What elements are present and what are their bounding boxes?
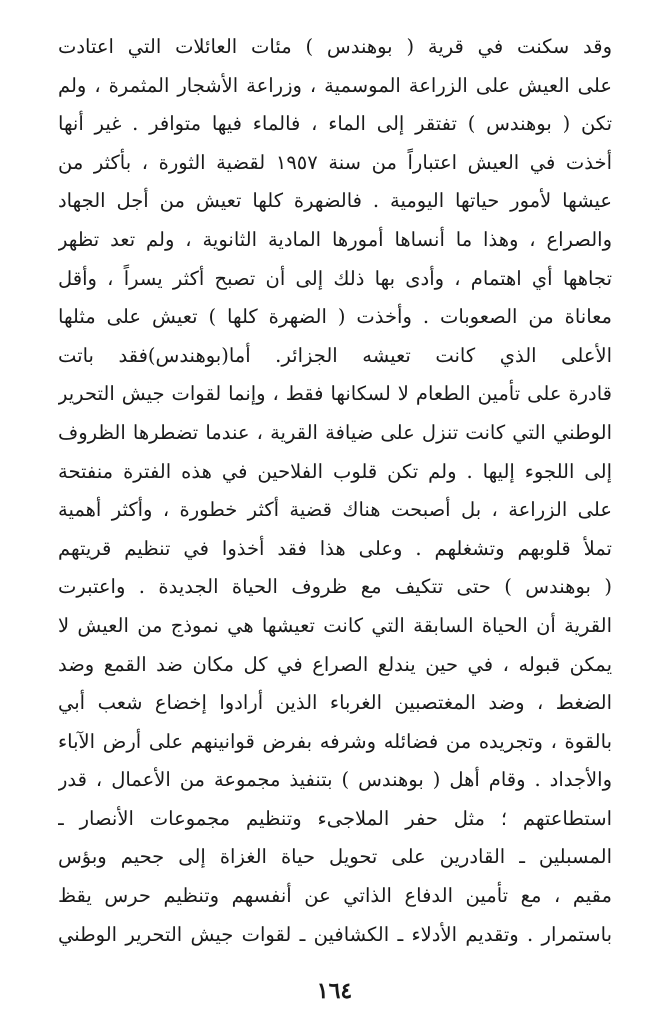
text-line: أخذت في العيش اعتباراً من سنة ١٩٥٧ لقضية الثورة ، بأكثر من (58, 150, 612, 174)
text-line: تكن ( بوهندس ) تفتقر إلى الماء ، فالماء فيها متوافر . غير أنها (58, 112, 612, 136)
body-text (58, 28, 612, 954)
text-line: باستمرار . وتقديم الأدلاء ـ الكشافين ـ لقوات جيش التحرير الوطني (58, 922, 612, 946)
text-line: استطاعتهم ؛ مثل حفر الملاجىء وتنظيم مجموعات الأنصار ـ (58, 806, 612, 830)
text-line: يمكن قبوله ، في حين يندلع الصراع في كل مكان ضد القمع وضد (58, 652, 612, 676)
text-line: المسبلين ـ القادرين على تحويل حياة الغزاة إلى جحيم وبؤس (58, 845, 612, 869)
text-line: على الزراعة ، بل أصبحت هناك قضية أكثر خطورة ، وأكثر أهمية (58, 498, 612, 522)
text-line: الضغط ، وضد المغتصبين الغرباء الذين أرادوا إخضاع شعب أبي (58, 691, 612, 715)
text-line: ( بوهندس ) حتى تتكيف مع ظروف الحياة الجديدة . واعتبرت (58, 575, 612, 599)
text-line: إلى اللجوء إليها . ولم تكن قلوب الفلاحين في هذه الفترة منفتحة (58, 459, 612, 483)
text-line: عيشها لأمور حياتها اليومية . فالضهرة كلها تعيش من أجل الجهاد (58, 189, 612, 213)
text-line: الأعلى الذي كانت تعيشه الجزائر. أما(بوهندس)فقد باتت (58, 343, 612, 367)
text-line: على العيش على الزراعة الموسمية ، وزراعة الأشجار المثمرة ، ولم (58, 73, 612, 97)
text-line: وقد سكنت في قرية ( بوهندس ) مئات العائلات التي اعتادت (58, 35, 612, 58)
text-line: مقيم ، مع تأمين الدفاع الذاتي عن أنفسهم وتنظيم حرس يقظ (58, 884, 612, 908)
page-number: ١٦٤ (316, 978, 353, 1004)
text-line: والصراع ، وهذا ما أنساها أمورها المادية الثانوية ، ولم تعد تظهر (58, 227, 612, 251)
text-line: تملأ قلوبهم وتشغلهم . وعلى هذا فقد أخذوا في تنظيم قريتهم (58, 536, 612, 560)
text-line: والأجداد . وقام أهل ( بوهندس ) بتنفيذ مجموعة من الأعمال ، قدر (58, 768, 612, 792)
text-line: تجاهها أي اهتمام ، وأدى بها ذلك إلى أن تصبح أكثر يسراً ، وأقل (58, 266, 612, 290)
text-line: الوطني التي كانت تنزل على ضيافة القرية ، عندما تضطرها الظروف (58, 420, 612, 444)
text-line: قادرة على تأمين الطعام لا لسكانها فقط ، وإنما لقوات جيش التحرير (58, 382, 612, 406)
text-line: بالقوة ، وتجريده من فضائله وشرفه بفرض قوانينهم على أرض الآباء (58, 729, 612, 753)
text-line: القرية أن الحياة السابقة التي كانت تعيشها هي نموذج من العيش لا (58, 613, 612, 637)
text-line: معاناة من الصعوبات . وأخذت ( الضهرة كلها ) تعيش على مثلها (58, 305, 612, 329)
